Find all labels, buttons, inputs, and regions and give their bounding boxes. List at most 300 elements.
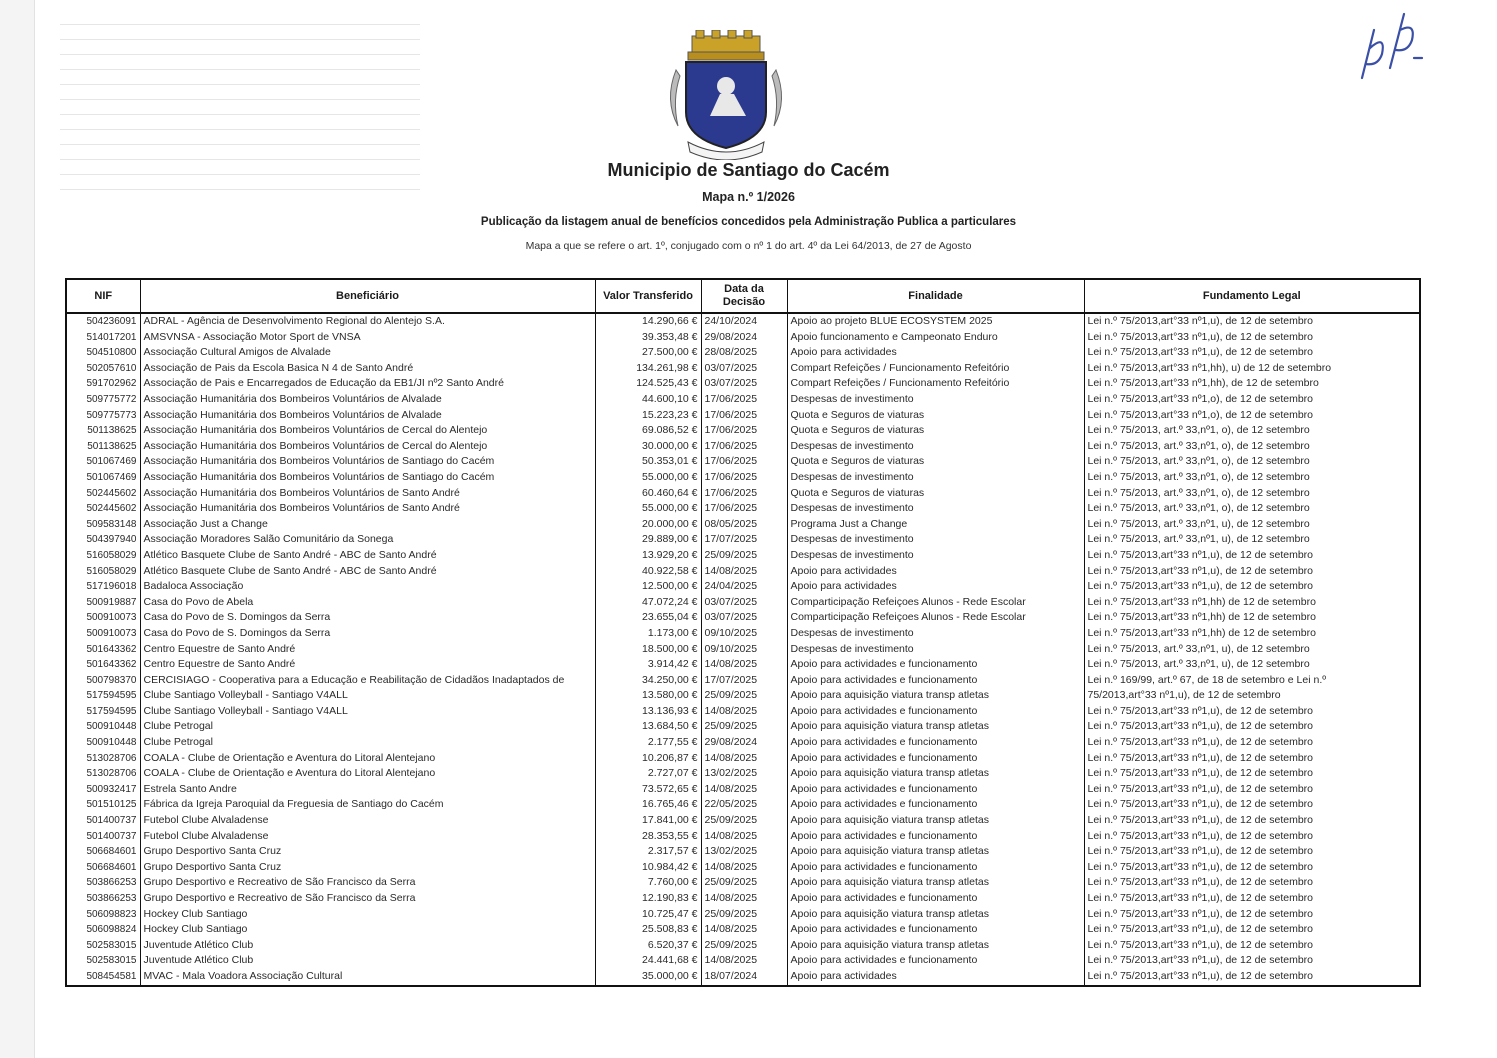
cell-nif: 501067469 [66, 470, 140, 486]
cell-data: 13/02/2025 [701, 766, 787, 782]
cell-data: 17/06/2025 [701, 392, 787, 408]
cell-beneficiario: Fábrica da Igreja Paroquial da Freguesia de Santiago do Cacém [140, 797, 595, 813]
cell-data: 14/08/2025 [701, 751, 787, 767]
table-row [66, 330, 1420, 346]
cell-fundamento: Lei n.º 75/2013, art.º 33,nº1, o), de 12 setembro [1084, 470, 1420, 486]
table-row [66, 969, 1420, 986]
table-row [66, 782, 1420, 798]
cell-fundamento: Lei n.º 75/2013, art.º 33,nº1, o), de 12 setembro [1084, 454, 1420, 470]
cell-valor: 25.508,83 € [595, 922, 701, 938]
table-row [66, 844, 1420, 860]
cell-valor: 18.500,00 € [595, 641, 701, 657]
table-row [66, 595, 1420, 611]
cell-beneficiario: Casa do Povo de Abela [140, 595, 595, 611]
cell-valor: 30.000,00 € [595, 439, 701, 455]
cell-finalidade: Apoio para aquisição viatura transp atletas [787, 766, 1084, 782]
cell-data: 03/07/2025 [701, 610, 787, 626]
cell-valor: 50.353,01 € [595, 454, 701, 470]
cell-finalidade: Apoio para aquisição viatura transp atletas [787, 844, 1084, 860]
cell-finalidade: Despesas de investimento [787, 439, 1084, 455]
cell-nif: 503866253 [66, 891, 140, 907]
cell-valor: 17.841,00 € [595, 813, 701, 829]
cell-data: 14/08/2025 [701, 922, 787, 938]
table-header-row [66, 279, 1420, 313]
cell-finalidade: Apoio para actividades e funcionamento [787, 891, 1084, 907]
cell-beneficiario: Grupo Desportivo e Recreativo de São Francisco da Serra [140, 875, 595, 891]
table-row [66, 829, 1420, 845]
cell-nif: 502583015 [66, 953, 140, 969]
cell-finalidade: Apoio para aquisição viatura transp atletas [787, 938, 1084, 954]
cell-fundamento: Lei n.º 75/2013,art°33 nº1,u), de 12 de setembro [1084, 922, 1420, 938]
cell-finalidade: Despesas de investimento [787, 470, 1084, 486]
table-row [66, 408, 1420, 424]
cell-beneficiario: Associação Humanitária dos Bombeiros Voluntários de Cercal do Alentejo [140, 423, 595, 439]
cell-nif: 591702962 [66, 376, 140, 392]
cell-data: 17/07/2025 [701, 673, 787, 689]
cell-nif: 501643362 [66, 641, 140, 657]
cell-beneficiario: Clube Petrogal [140, 735, 595, 751]
cell-finalidade: Apoio para actividades e funcionamento [787, 657, 1084, 673]
cell-data: 17/06/2025 [701, 439, 787, 455]
cell-data: 13/02/2025 [701, 844, 787, 860]
handwritten-signature [1356, 8, 1426, 98]
cell-nif: 504510800 [66, 345, 140, 361]
table-row [66, 564, 1420, 580]
cell-nif: 509583148 [66, 517, 140, 533]
cell-data: 17/06/2025 [701, 408, 787, 424]
cell-data: 17/06/2025 [701, 501, 787, 517]
table-row [66, 922, 1420, 938]
cell-nif: 500910073 [66, 610, 140, 626]
cell-data: 14/08/2025 [701, 782, 787, 798]
cell-valor: 1.173,00 € [595, 626, 701, 642]
cell-beneficiario: Associação Humanitária dos Bombeiros Voluntários de Santo André [140, 501, 595, 517]
cell-valor: 12.190,83 € [595, 891, 701, 907]
cell-data: 14/08/2025 [701, 860, 787, 876]
table-row [66, 610, 1420, 626]
cell-beneficiario: Associação Humanitária dos Bombeiros Voluntários de Cercal do Alentejo [140, 439, 595, 455]
table-row [66, 392, 1420, 408]
cell-beneficiario: Grupo Desportivo Santa Cruz [140, 844, 595, 860]
cell-finalidade: Apoio para actividades e funcionamento [787, 704, 1084, 720]
cell-beneficiario: ADRAL - Agência de Desenvolvimento Regional do Alentejo S.A. [140, 313, 595, 330]
cell-nif: 501138625 [66, 423, 140, 439]
cell-beneficiario: Casa do Povo de S. Domingos da Serra [140, 626, 595, 642]
cell-valor: 60.460,64 € [595, 486, 701, 502]
cell-finalidade: Quota e Seguros de viaturas [787, 486, 1084, 502]
cell-valor: 134.261,98 € [595, 361, 701, 377]
cell-data: 18/07/2024 [701, 969, 787, 986]
cell-fundamento: Lei n.º 75/2013, art.º 33,nº1, o), de 12 setembro [1084, 423, 1420, 439]
cell-beneficiario: Associação Humanitária dos Bombeiros Voluntários de Santiago do Cacém [140, 470, 595, 486]
cell-fundamento: Lei n.º 75/2013,art°33 nº1,u), de 12 de setembro [1084, 579, 1420, 595]
cell-nif: 501400737 [66, 813, 140, 829]
cell-fundamento: Lei n.º 75/2013,art°33 nº1,u), de 12 de setembro [1084, 860, 1420, 876]
table-row [66, 470, 1420, 486]
table-row [66, 875, 1420, 891]
cell-finalidade: Apoio para aquisição viatura transp atletas [787, 813, 1084, 829]
cell-nif: 501067469 [66, 454, 140, 470]
cell-data: 17/06/2025 [701, 486, 787, 502]
cell-data: 24/04/2025 [701, 579, 787, 595]
table-row [66, 766, 1420, 782]
cell-finalidade: Apoio funcionamento e Campeonato Enduro [787, 330, 1084, 346]
cell-data: 03/07/2025 [701, 595, 787, 611]
cell-beneficiario: COALA - Clube de Orientação e Aventura do Litoral Alentejano [140, 766, 595, 782]
cell-valor: 13.929,20 € [595, 548, 701, 564]
cell-nif: 506098823 [66, 907, 140, 923]
cell-finalidade: Apoio para actividades [787, 564, 1084, 580]
cell-beneficiario: Associação Humanitária dos Bombeiros Voluntários de Alvalade [140, 392, 595, 408]
column-header-valor: Valor Transferido [595, 279, 701, 313]
cell-beneficiario: Associação Humanitária dos Bombeiros Voluntários de Alvalade [140, 408, 595, 424]
cell-fundamento: Lei n.º 75/2013,art°33 nº1,hh) de 12 de setembro [1084, 626, 1420, 642]
cell-beneficiario: Centro Equestre de Santo André [140, 657, 595, 673]
cell-fundamento: Lei n.º 75/2013,art°33 nº1,u), de 12 de setembro [1084, 953, 1420, 969]
cell-beneficiario: Casa do Povo de S. Domingos da Serra [140, 610, 595, 626]
cell-valor: 15.223,23 € [595, 408, 701, 424]
cell-beneficiario: Futebol Clube Alvaladense [140, 829, 595, 845]
cell-finalidade: Apoio para actividades [787, 345, 1084, 361]
cell-valor: 47.072,24 € [595, 595, 701, 611]
cell-nif: 500910448 [66, 719, 140, 735]
cell-valor: 6.520,37 € [595, 938, 701, 954]
cell-data: 09/10/2025 [701, 641, 787, 657]
cell-beneficiario: Estrela Santo Andre [140, 782, 595, 798]
cell-nif: 517594595 [66, 704, 140, 720]
cell-nif: 501510125 [66, 797, 140, 813]
table-row [66, 704, 1420, 720]
cell-beneficiario: Centro Equestre de Santo André [140, 641, 595, 657]
cell-nif: 506098824 [66, 922, 140, 938]
cell-fundamento: Lei n.º 75/2013, art.º 33,nº1, o), de 12 setembro [1084, 486, 1420, 502]
cell-fundamento: Lei n.º 75/2013,art°33 nº1,u), de 12 de setembro [1084, 330, 1420, 346]
cell-valor: 12.500,00 € [595, 579, 701, 595]
cell-data: 25/09/2025 [701, 813, 787, 829]
table-row [66, 313, 1420, 330]
cell-fundamento: Lei n.º 75/2013,art°33 nº1,o), de 12 de setembro [1084, 392, 1420, 408]
cell-nif: 517196018 [66, 579, 140, 595]
cell-beneficiario: Associação Just a Change [140, 517, 595, 533]
cell-fundamento: Lei n.º 75/2013,art°33 nº1,u), de 12 de setembro [1084, 548, 1420, 564]
cell-fundamento: Lei n.º 75/2013, art.º 33,nº1, u), de 12 setembro [1084, 657, 1420, 673]
cell-finalidade: Despesas de investimento [787, 501, 1084, 517]
cell-valor: 69.086,52 € [595, 423, 701, 439]
cell-data: 25/09/2025 [701, 875, 787, 891]
cell-valor: 73.572,65 € [595, 782, 701, 798]
cell-valor: 7.760,00 € [595, 875, 701, 891]
cell-finalidade: Apoio para actividades e funcionamento [787, 751, 1084, 767]
cell-nif: 502057610 [66, 361, 140, 377]
cell-fundamento: Lei n.º 75/2013,art°33 nº1,u), de 12 de setembro [1084, 829, 1420, 845]
cell-nif: 506684601 [66, 860, 140, 876]
cell-fundamento: Lei n.º 75/2013, art.º 33,nº1, u), de 12 setembro [1084, 532, 1420, 548]
cell-beneficiario: Associação Humanitária dos Bombeiros Voluntários de Santo André [140, 486, 595, 502]
cell-beneficiario: Associação Moradores Salão Comunitário da Sonega [140, 532, 595, 548]
cell-nif: 502583015 [66, 938, 140, 954]
cell-finalidade: Apoio para aquisição viatura transp atletas [787, 875, 1084, 891]
cell-valor: 29.889,00 € [595, 532, 701, 548]
cell-finalidade: Apoio para actividades e funcionamento [787, 782, 1084, 798]
table-row [66, 860, 1420, 876]
cell-valor: 2.317,57 € [595, 844, 701, 860]
cell-finalidade: Despesas de investimento [787, 548, 1084, 564]
table-row [66, 376, 1420, 392]
cell-beneficiario: Futebol Clube Alvaladense [140, 813, 595, 829]
cell-fundamento: Lei n.º 75/2013,art°33 nº1,u), de 12 de setembro [1084, 782, 1420, 798]
cell-beneficiario: COALA - Clube de Orientação e Aventura do Litoral Alentejano [140, 751, 595, 767]
cell-nif: 502445602 [66, 501, 140, 517]
cell-nif: 513028706 [66, 751, 140, 767]
cell-beneficiario: Hockey Club Santiago [140, 907, 595, 923]
cell-nif: 503866253 [66, 875, 140, 891]
cell-data: 25/09/2025 [701, 688, 787, 704]
cell-data: 25/09/2025 [701, 938, 787, 954]
cell-valor: 13.136,93 € [595, 704, 701, 720]
table-row [66, 548, 1420, 564]
cell-fundamento: Lei n.º 75/2013,art°33 nº1,u), de 12 de setembro [1084, 719, 1420, 735]
show-through-ghost-text [60, 10, 420, 240]
cell-fundamento: Lei n.º 75/2013,art°33 nº1,hh) de 12 de setembro [1084, 610, 1420, 626]
cell-data: 14/08/2025 [701, 891, 787, 907]
cell-finalidade: Despesas de investimento [787, 626, 1084, 642]
municipal-coat-of-arms-icon [658, 30, 794, 160]
cell-finalidade: Despesas de investimento [787, 392, 1084, 408]
cell-beneficiario: Associação Humanitária dos Bombeiros Voluntários de Santiago do Cacém [140, 454, 595, 470]
cell-fundamento: Lei n.º 75/2013,art°33 nº1,u), de 12 de setembro [1084, 313, 1420, 330]
table-row [66, 454, 1420, 470]
cell-finalidade: Apoio para actividades e funcionamento [787, 735, 1084, 751]
cell-fundamento: Lei n.º 75/2013,art°33 nº1,u), de 12 de setembro [1084, 797, 1420, 813]
cell-beneficiario: MVAC - Mala Voadora Associação Cultural [140, 969, 595, 986]
cell-nif: 500932417 [66, 782, 140, 798]
cell-finalidade: Apoio para actividades e funcionamento [787, 922, 1084, 938]
cell-finalidade: Comparticipação Refeiçoes Alunos - Rede Escolar [787, 610, 1084, 626]
cell-finalidade: Apoio para aquisição viatura transp atletas [787, 907, 1084, 923]
cell-nif: 508454581 [66, 969, 140, 986]
cell-data: 14/08/2025 [701, 657, 787, 673]
cell-nif: 513028706 [66, 766, 140, 782]
cell-valor: 55.000,00 € [595, 470, 701, 486]
cell-beneficiario: Hockey Club Santiago [140, 922, 595, 938]
table-row [66, 719, 1420, 735]
cell-fundamento: Lei n.º 75/2013,art°33 nº1,u), de 12 de setembro [1084, 345, 1420, 361]
cell-beneficiario: Juventude Atlético Club [140, 953, 595, 969]
table-row [66, 361, 1420, 377]
cell-valor: 2.177,55 € [595, 735, 701, 751]
cell-valor: 34.250,00 € [595, 673, 701, 689]
table-row [66, 907, 1420, 923]
cell-fundamento: Lei n.º 75/2013,art°33 nº1,hh), de 12 de setembro [1084, 376, 1420, 392]
cell-data: 14/08/2025 [701, 953, 787, 969]
cell-beneficiario: CERCISIAGO - Cooperativa para a Educação e Reabilitação de Cidadãos Inadaptados de [140, 673, 595, 689]
cell-fundamento: Lei n.º 75/2013, art.º 33,nº1, u), de 12 setembro [1084, 517, 1420, 533]
cell-fundamento: Lei n.º 169/99, art.º 67, de 18 de setembro e Lei n.º [1084, 673, 1420, 689]
cell-valor: 2.727,07 € [595, 766, 701, 782]
cell-valor: 3.914,42 € [595, 657, 701, 673]
cell-data: 14/08/2025 [701, 829, 787, 845]
cell-valor: 13.684,50 € [595, 719, 701, 735]
column-header-finalidade: Finalidade [787, 279, 1084, 313]
cell-data: 17/06/2025 [701, 423, 787, 439]
cell-data: 28/08/2025 [701, 345, 787, 361]
cell-beneficiario: Associação de Pais e Encarregados de Educação da EB1/JI nº2 Santo André [140, 376, 595, 392]
table-row [66, 486, 1420, 502]
cell-finalidade: Despesas de investimento [787, 532, 1084, 548]
cell-fundamento: Lei n.º 75/2013, art.º 33,nº1, o), de 12 setembro [1084, 501, 1420, 517]
table-body [66, 313, 1420, 986]
cell-beneficiario: Atlético Basquete Clube de Santo André - ABC de Santo André [140, 548, 595, 564]
table-row [66, 532, 1420, 548]
cell-data: 14/08/2025 [701, 704, 787, 720]
cell-finalidade: Compart Refeições / Funcionamento Refeitório [787, 361, 1084, 377]
cell-valor: 39.353,48 € [595, 330, 701, 346]
cell-nif: 506684601 [66, 844, 140, 860]
cell-fundamento: Lei n.º 75/2013,art°33 nº1,u), de 12 de setembro [1084, 844, 1420, 860]
cell-beneficiario: Juventude Atlético Club [140, 938, 595, 954]
cell-nif: 504397940 [66, 532, 140, 548]
cell-data: 24/10/2024 [701, 313, 787, 330]
table-row [66, 579, 1420, 595]
cell-nif: 501138625 [66, 439, 140, 455]
municipality-title: Municipio de Santiago do Cacém [607, 160, 890, 180]
scan-left-margin [0, 0, 35, 1058]
cell-finalidade: Programa Just a Change [787, 517, 1084, 533]
table-row [66, 641, 1420, 657]
cell-beneficiario: Associação de Pais da Escola Basica N 4 de Santo André [140, 361, 595, 377]
cell-finalidade: Despesas de investimento [787, 641, 1084, 657]
cell-nif: 509775773 [66, 408, 140, 424]
cell-fundamento: Lei n.º 75/2013,art°33 nº1,u), de 12 de setembro [1084, 704, 1420, 720]
cell-valor: 10.984,42 € [595, 860, 701, 876]
cell-fundamento: Lei n.º 75/2013,art°33 nº1,hh), u) de 12 de setembro [1084, 361, 1420, 377]
table-row [66, 673, 1420, 689]
cell-valor: 24.441,68 € [595, 953, 701, 969]
column-header-beneficiario: Beneficiário [140, 279, 595, 313]
cell-data: 25/09/2025 [701, 719, 787, 735]
cell-beneficiario: Clube Santiago Volleyball - Santiago V4ALL [140, 704, 595, 720]
table-row [66, 953, 1420, 969]
cell-valor: 40.922,58 € [595, 564, 701, 580]
cell-valor: 124.525,43 € [595, 376, 701, 392]
cell-finalidade: Quota e Seguros de viaturas [787, 454, 1084, 470]
cell-data: 08/05/2025 [701, 517, 787, 533]
cell-finalidade: Apoio para actividades e funcionamento [787, 860, 1084, 876]
cell-finalidade: Apoio para actividades e funcionamento [787, 953, 1084, 969]
cell-finalidade: Apoio para actividades e funcionamento [787, 673, 1084, 689]
cell-beneficiario: Grupo Desportivo e Recreativo de São Francisco da Serra [140, 891, 595, 907]
cell-nif: 500919887 [66, 595, 140, 611]
cell-finalidade: Apoio para aquisição viatura transp atletas [787, 688, 1084, 704]
table-row [66, 735, 1420, 751]
cell-finalidade: Comparticipação Refeiçoes Alunos - Rede Escolar [787, 595, 1084, 611]
document-description: Publicação da listagem anual de benefícios concedidos pela Administração Publica a particulares [480, 216, 1017, 228]
table-row [66, 938, 1420, 954]
table-row [66, 517, 1420, 533]
cell-finalidade: Quota e Seguros de viaturas [787, 423, 1084, 439]
cell-fundamento: Lei n.º 75/2013,art°33 nº1,u), de 12 de setembro [1084, 969, 1420, 986]
cell-data: 09/10/2025 [701, 626, 787, 642]
cell-nif: 514017201 [66, 330, 140, 346]
cell-valor: 20.000,00 € [595, 517, 701, 533]
cell-finalidade: Apoio ao projeto BLUE ECOSYSTEM 2025 [787, 313, 1084, 330]
cell-valor: 44.600,10 € [595, 392, 701, 408]
column-header-data: Data da Decisão [701, 279, 787, 313]
cell-finalidade: Quota e Seguros de viaturas [787, 408, 1084, 424]
cell-finalidade: Apoio para actividades e funcionamento [787, 797, 1084, 813]
table-row [66, 423, 1420, 439]
table-row [66, 657, 1420, 673]
cell-fundamento: Lei n.º 75/2013,art°33 nº1,o), de 12 de setembro [1084, 408, 1420, 424]
cell-data: 29/08/2024 [701, 735, 787, 751]
cell-finalidade: Compart Refeições / Funcionamento Refeitório [787, 376, 1084, 392]
cell-beneficiario: Clube Santiago Volleyball - Santiago V4ALL [140, 688, 595, 704]
cell-fundamento: Lei n.º 75/2013,art°33 nº1,u), de 12 de setembro [1084, 907, 1420, 923]
cell-nif: 504236091 [66, 313, 140, 330]
table-row [66, 439, 1420, 455]
cell-nif: 516058029 [66, 548, 140, 564]
cell-fundamento: Lei n.º 75/2013,art°33 nº1,u), de 12 de setembro [1084, 891, 1420, 907]
cell-fundamento: Lei n.º 75/2013,art°33 nº1,u), de 12 de setembro [1084, 813, 1420, 829]
table-row [66, 797, 1420, 813]
table-row [66, 751, 1420, 767]
benefits-table [65, 278, 1421, 987]
cell-valor: 35.000,00 € [595, 969, 701, 986]
cell-valor: 13.580,00 € [595, 688, 701, 704]
cell-nif: 500910073 [66, 626, 140, 642]
cell-data: 17/07/2025 [701, 532, 787, 548]
cell-fundamento: Lei n.º 75/2013,art°33 nº1,u), de 12 de setembro [1084, 938, 1420, 954]
column-header-nif: NIF [66, 279, 140, 313]
legal-reference: Mapa a que se refere o art. 1º, conjugado com o nº 1 do art. 4º da Lei 64/2013, de 27 de Agosto [525, 240, 972, 252]
cell-nif: 501400737 [66, 829, 140, 845]
cell-valor: 10.725,47 € [595, 907, 701, 923]
cell-valor: 23.655,04 € [595, 610, 701, 626]
cell-data: 03/07/2025 [701, 361, 787, 377]
cell-valor: 14.290,66 € [595, 313, 701, 330]
cell-nif: 502445602 [66, 486, 140, 502]
cell-beneficiario: Atlético Basquete Clube de Santo André - ABC de Santo André [140, 564, 595, 580]
cell-data: 25/09/2025 [701, 548, 787, 564]
cell-beneficiario: Associação Cultural Amigos de Alvalade [140, 345, 595, 361]
table-row [66, 688, 1420, 704]
cell-fundamento: 75/2013,art°33 nº1,u), de 12 de setembro [1084, 688, 1420, 704]
cell-fundamento: Lei n.º 75/2013, art.º 33,nº1, o), de 12 setembro [1084, 439, 1420, 455]
cell-finalidade: Apoio para actividades e funcionamento [787, 829, 1084, 845]
cell-valor: 10.206,87 € [595, 751, 701, 767]
cell-data: 17/06/2025 [701, 470, 787, 486]
cell-nif: 516058029 [66, 564, 140, 580]
cell-finalidade: Apoio para actividades [787, 969, 1084, 986]
cell-beneficiario: Clube Petrogal [140, 719, 595, 735]
table-row [66, 813, 1420, 829]
cell-nif: 500798370 [66, 673, 140, 689]
cell-fundamento: Lei n.º 75/2013,art°33 nº1,u), de 12 de setembro [1084, 735, 1420, 751]
cell-valor: 55.000,00 € [595, 501, 701, 517]
table-row [66, 501, 1420, 517]
cell-nif: 501643362 [66, 657, 140, 673]
cell-fundamento: Lei n.º 75/2013,art°33 nº1,u), de 12 de setembro [1084, 766, 1420, 782]
map-number: Mapa n.º 1/2026 [702, 190, 795, 204]
cell-nif: 509775772 [66, 392, 140, 408]
cell-fundamento: Lei n.º 75/2013,art°33 nº1,u), de 12 de setembro [1084, 751, 1420, 767]
cell-beneficiario: Grupo Desportivo Santa Cruz [140, 860, 595, 876]
column-header-fundamento: Fundamento Legal [1084, 279, 1420, 313]
cell-data: 17/06/2025 [701, 454, 787, 470]
cell-data: 03/07/2025 [701, 376, 787, 392]
cell-beneficiario: Badaloca Associação [140, 579, 595, 595]
cell-valor: 28.353,55 € [595, 829, 701, 845]
